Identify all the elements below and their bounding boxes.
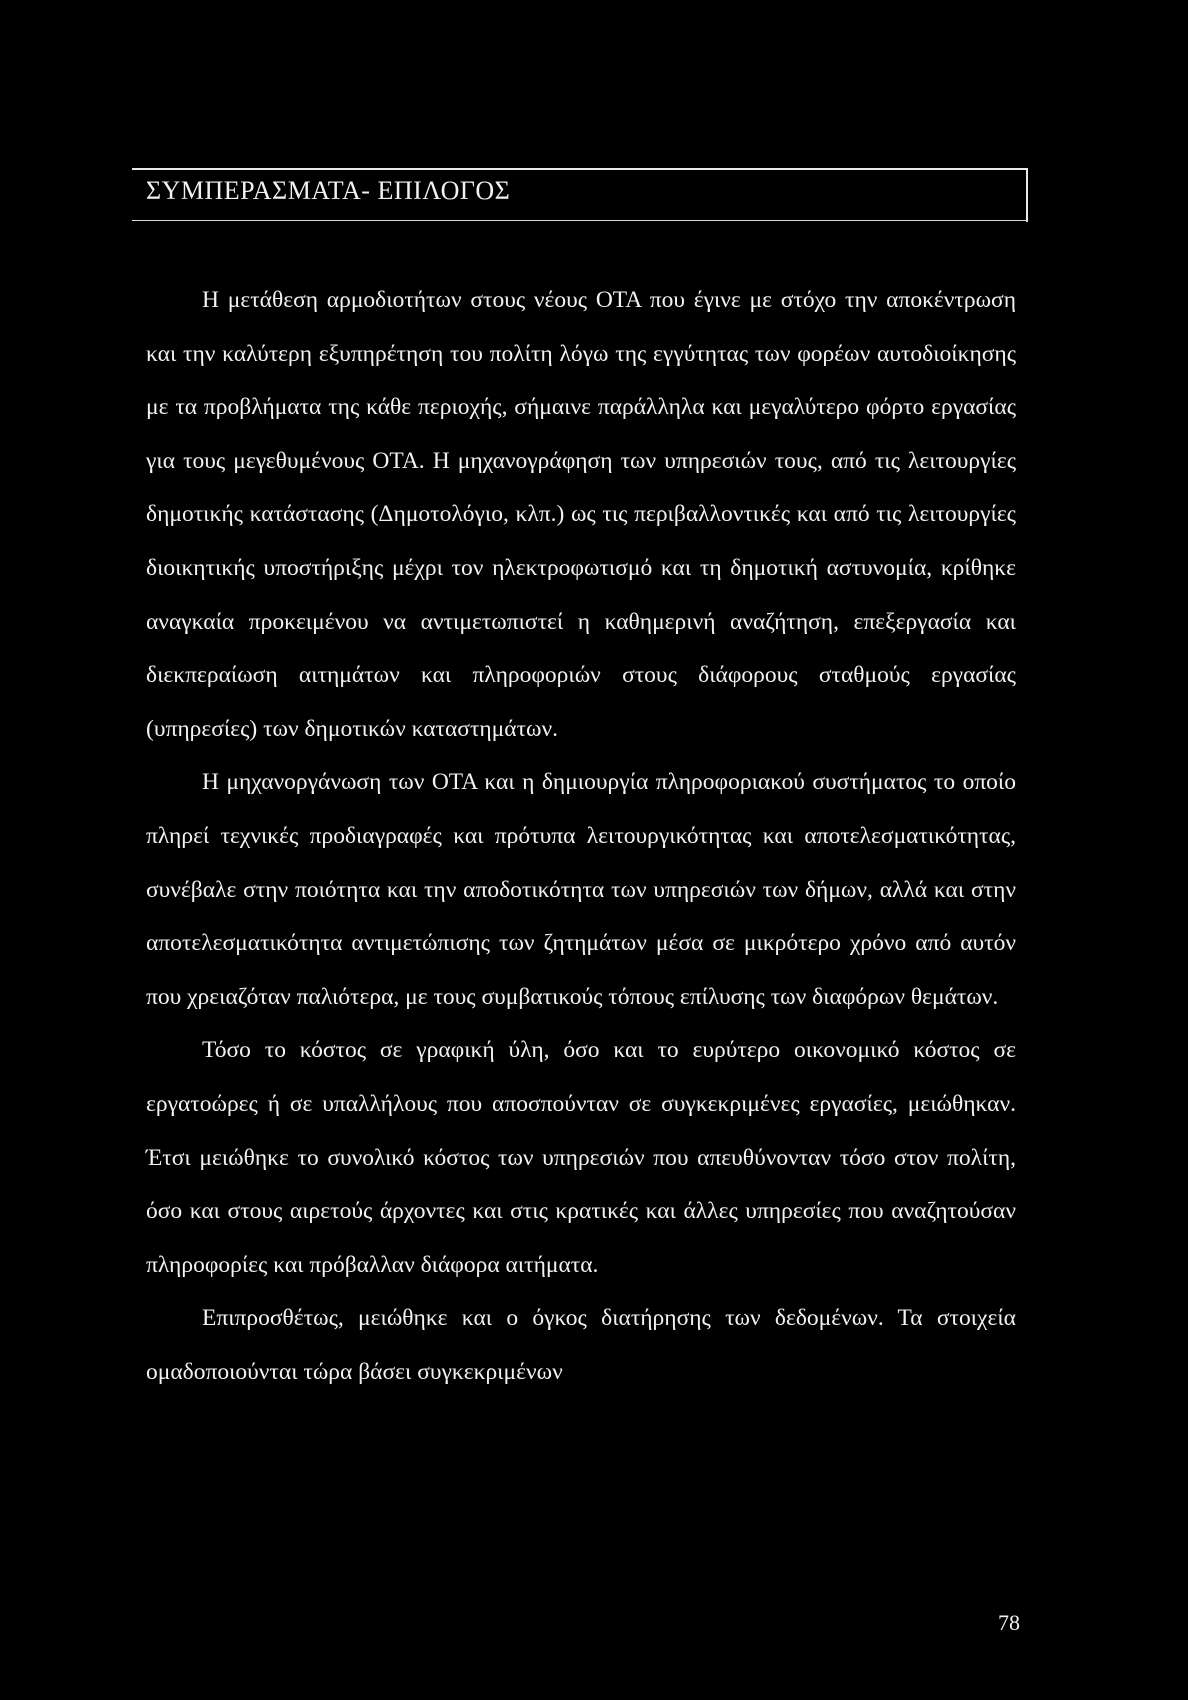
heading-bottom-rule <box>132 220 1028 221</box>
paragraph: Η μετάθεση αρμοδιοτήτων στους νέους ΟΤΑ που έγινε με στόχο την αποκέντρωση και την καλύτερη εξυπηρέτηση του πολίτη λόγω της εγγύτητας των φορέων αυτοδιοίκησης με τα προβλήματα της κάθε περιοχής, σήμαινε παράλληλα και μεγαλύτερο φόρτο εργασίας για τους μεγεθυμένους ΟΤΑ. Η μηχανογράφηση των υπηρεσιών τους, από τις λειτουργίες δημοτικής κατάστασης (Δημοτολόγιο, κλπ.) ως τις περιβαλλοντικές και από τις λειτουργίες διοικητικής υποστήριξης μέχρι τον ηλεκτροφωτισμό και τη δημοτική αστυνομία, κρίθηκε αναγκαία προκειμένου να αντιμετωπιστεί η καθημερινή αναζήτηση, επεξεργασία και διεκπεραίωση αιτημάτων και πληροφοριών στους διάφορους σταθμούς εργασίας (υπηρεσίες) των δημοτικών καταστημάτων. <box>146 287 1016 742</box>
body-text <box>146 274 1016 1399</box>
section-heading: ΣΥΜΠΕΡΑΣΜΑΤΑ- ΕΠΙΛΟΓΟΣ <box>146 176 511 205</box>
heading-right-rule <box>1026 168 1028 222</box>
paragraph: Τόσο το κόστος σε γραφική ύλη, όσο και το ευρύτερο οικονομικό κόστος σε εργατοώρες ή σε υπαλλήλους που αποσπούνταν σε συγκεκριμένες εργασίες, μειώθηκαν. Έτσι μειώθηκε το συνολικό κόστος των υπηρεσιών που απευθύνονταν τόσο στον πολίτη, όσο και στους αιρετούς άρχοντες και στις κρατικές και άλλες υπηρεσίες που αναζητούσαν πληροφορίες και πρόβαλλαν διάφορα αιτήματα. <box>146 1037 1016 1278</box>
paragraph: Επιπροσθέτως, μειώθηκε και ο όγκος διατήρησης των δεδομένων. Τα στοιχεία ομαδοποιούνται τώρα βάσει συγκεκριμένων <box>146 1305 1016 1385</box>
page-number: 78 <box>998 1610 1020 1635</box>
heading-top-rule <box>132 168 1028 170</box>
section-heading-box <box>132 168 1028 222</box>
paragraph: Η μηχανοργάνωση των ΟΤΑ και η δημιουργία πληροφοριακού συστήματος το οποίο πληρεί τεχνικές προδιαγραφές και πρότυπα λειτουργικότητας και αποτελεσματικότητας, συνέβαλε στην ποιότητα και την αποδοτικότητα των υπηρεσιών των δήμων, αλλά και στην αποτελεσματικότητα αντιμετώπισης των ζητημάτων μέσα σε μικρότερο χρόνο από αυτόν που χρειαζόταν παλιότερα, με τους συμβατικούς τόπους επίλυσης των διαφόρων θεμάτων. <box>146 769 1016 1010</box>
